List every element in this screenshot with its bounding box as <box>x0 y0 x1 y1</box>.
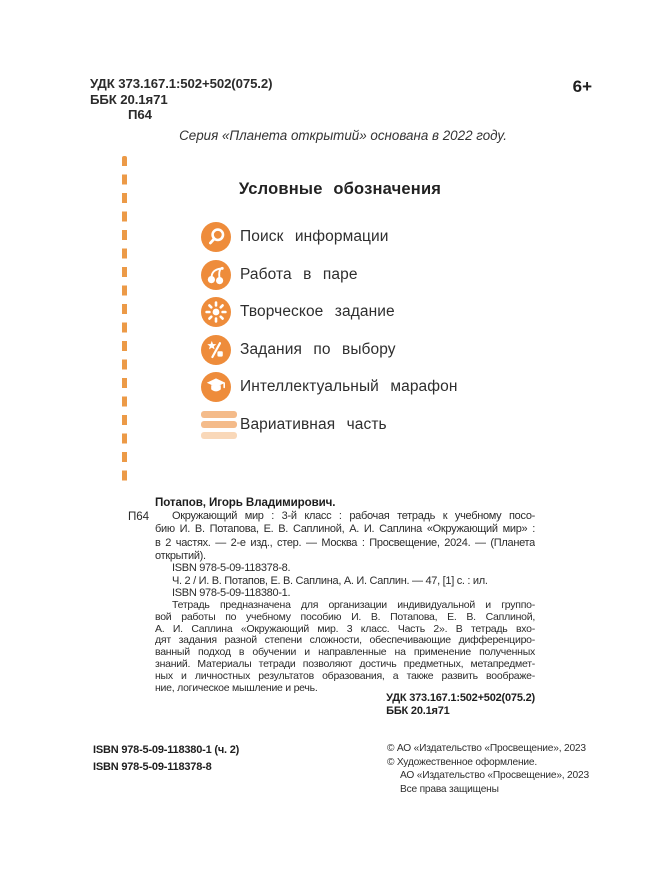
text-line: © Художественное оформление. <box>387 756 537 768</box>
series-note: Серия «Планета открытий» основана в 2022 году. <box>179 128 507 143</box>
catalog-codes <box>90 76 272 123</box>
card-author-sign: П64 <box>128 510 149 523</box>
age-rating-badge: 6+ <box>572 77 592 96</box>
udk-line: УДК 373.167.1:502+502(075.2) <box>90 76 273 91</box>
text-line: дят задания разной степени сложности, обеспечивающие дифференциро- <box>155 634 535 647</box>
legend-item-label: Задания по выбору <box>240 340 396 358</box>
text-line: бию И. В. Потапова, Е. В. Саплиной, А. И. Саплина «Окружающий мир» : <box>155 523 535 536</box>
text-line: вой работы по учебному пособию И. В. Потапова, Е. В. Саплиной, <box>155 610 535 623</box>
legend-row <box>201 410 458 440</box>
text-line: © АО «Издательство «Просвещение», 2023 <box>387 743 586 754</box>
card-author-name: Потапов, Игорь Владимирович. <box>155 496 336 509</box>
footer-isbn-block <box>93 742 239 775</box>
pair-work-icon <box>201 260 231 290</box>
bbk-line: ББК 20.1я71 <box>90 91 168 107</box>
text-line: ных и личностных результатов образования, а также развить воображе- <box>155 669 535 682</box>
text-line: в 2 частях. — 2-е изд., стер. — Москва : Просвещение, 2024. — (Планета <box>155 536 535 549</box>
author-sign-code: П64 <box>128 107 152 123</box>
legend-item-label: Работа в паре <box>240 265 358 283</box>
bbk-bottom-line: ББК 20.1я71 <box>386 705 450 717</box>
legend-item-label: Интеллектуальный марафон <box>240 378 458 395</box>
text-line: ISBN 978-5-09-118378-8. <box>172 562 291 574</box>
udk-bottom-line: УДК 373.167.1:502+502(075.2) <box>386 692 535 704</box>
variative-stripes-icon <box>201 410 237 440</box>
card-annotation <box>155 600 535 694</box>
text-line: Окружающий мир : 3-й класс : рабочая тетрадь к учебному посо- <box>172 510 535 522</box>
text-line: Тетрадь предназначена для организации индивидуальной и группо- <box>172 600 535 611</box>
card-edition-block <box>172 562 535 600</box>
legend-row <box>201 335 458 365</box>
legend-title: Условные обозначения <box>238 180 442 198</box>
text-line: Ч. 2 / И. В. Потапов, Е. В. Саплина, А. И. Саплин. — 47, [1] с. : ил. <box>172 574 488 587</box>
text-line: знаний. Материалы тетради позволяют достичь предметных, метапредмет- <box>155 657 535 670</box>
text-line: ISBN 978-5-09-118378-8 <box>93 760 212 773</box>
legend-item-label: Вариативная часть <box>240 415 387 433</box>
text-line: ние, логическое мышление и речь. <box>155 681 318 694</box>
text-line: А. И. Саплина «Окружающий мир. 3 класс. Часть 2». В тетрадь вхо- <box>155 622 535 635</box>
dashed-divider <box>122 156 127 488</box>
text-line: АО «Издательство «Просвещение», 2023 <box>400 770 589 782</box>
choice-task-icon <box>201 335 231 365</box>
creative-task-icon <box>201 297 231 327</box>
text-line: ISBN 978-5-09-118380-1 (ч. 2) <box>93 744 240 756</box>
legend <box>201 222 458 447</box>
card-udk-bbk-block <box>386 692 535 718</box>
legend-row <box>201 222 458 252</box>
card-description <box>155 510 535 564</box>
marathon-icon <box>201 372 231 402</box>
search-icon <box>201 222 231 252</box>
legend-row <box>201 260 458 290</box>
legend-row <box>201 372 458 402</box>
footer-copyright-block <box>387 742 589 796</box>
text-line: ванный подход в обучении и направленные на применение полученных <box>155 646 535 659</box>
text-line: открытий). <box>155 550 206 563</box>
legend-row <box>201 297 458 327</box>
text-line: Все права защищены <box>400 783 499 795</box>
legend-item-label: Поиск информации <box>240 228 389 245</box>
text-line: ISBN 978-5-09-118380-1. <box>172 587 291 600</box>
legend-item-label: Творческое задание <box>240 303 395 320</box>
